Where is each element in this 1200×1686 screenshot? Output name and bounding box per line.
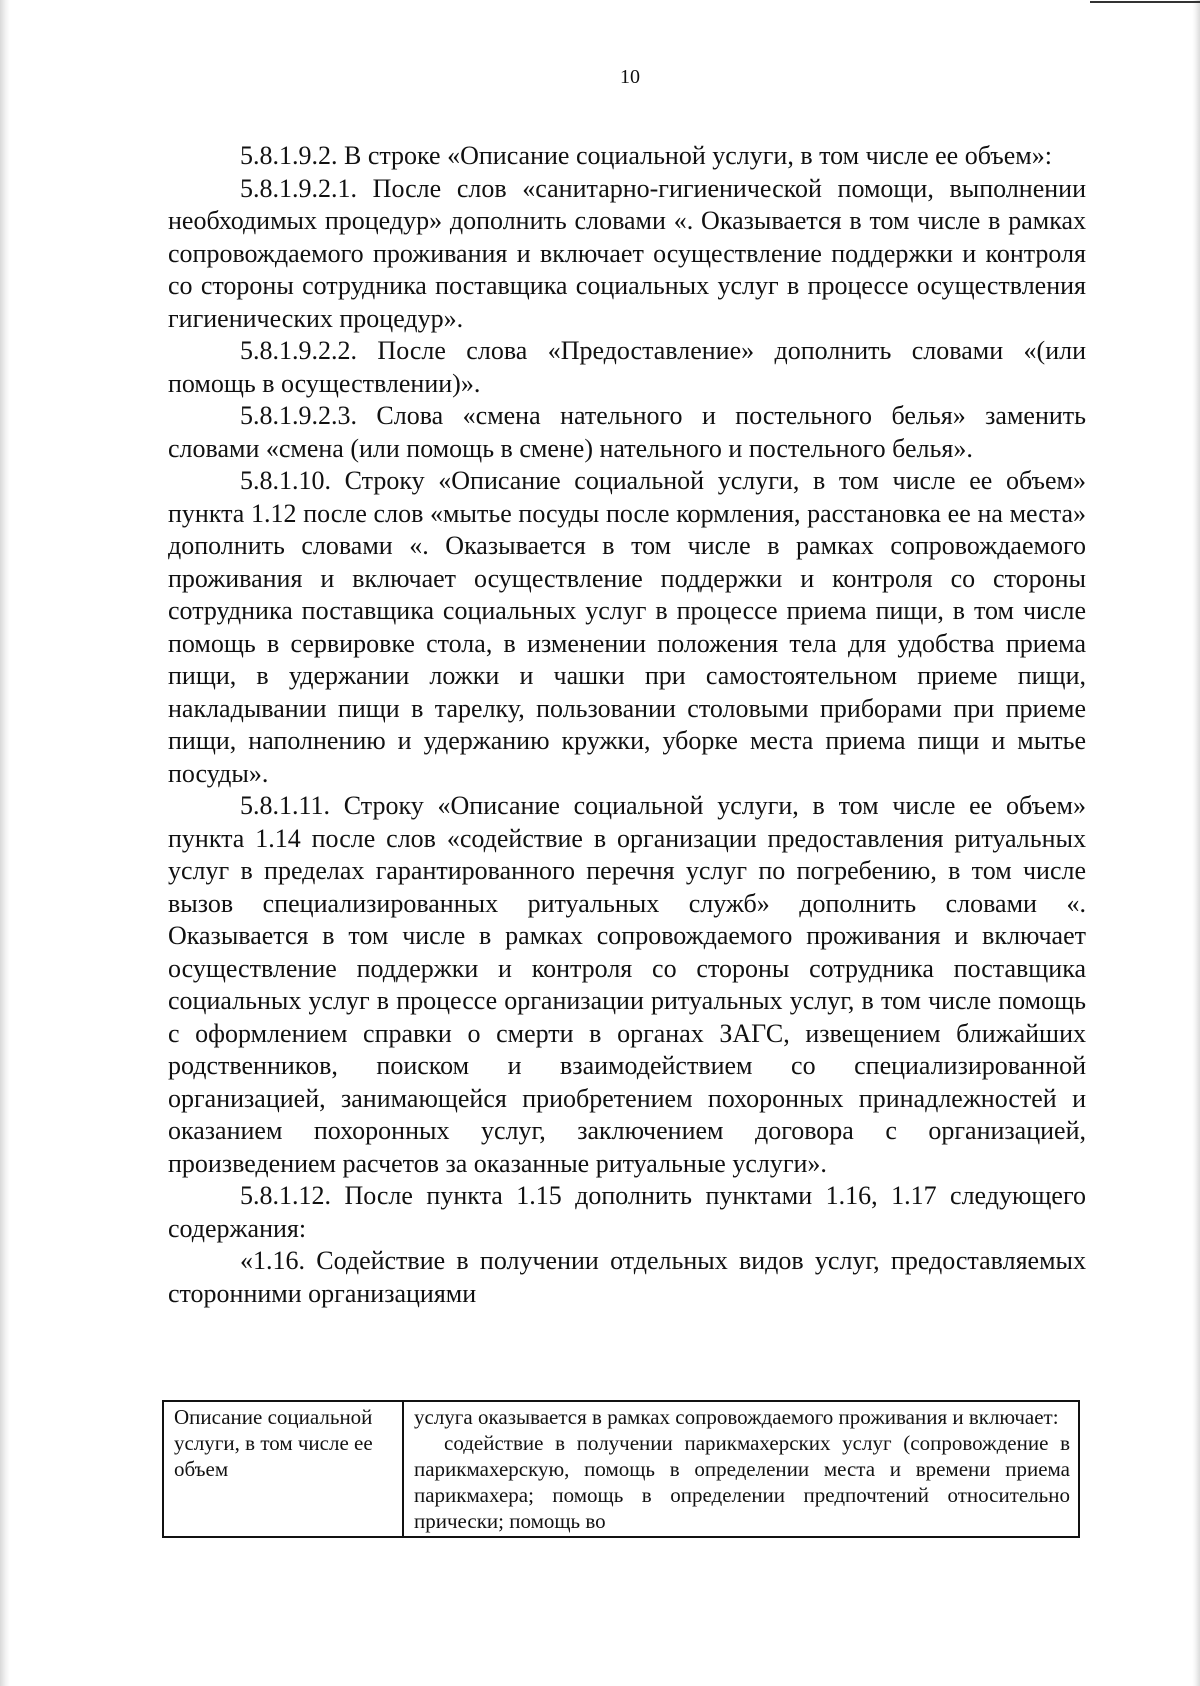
scan-edge-right bbox=[1192, 0, 1200, 1686]
paragraph: 5.8.1.9.2.3. Слова «смена нательного и постельного белья» заменить словами «смена (или помощь в смене) нательного и постельного белья». bbox=[168, 401, 1086, 463]
page-number: 10 bbox=[620, 66, 640, 88]
table-label-cell: Описание социальной услуги, в том числе ее объем bbox=[163, 1401, 403, 1537]
scan-edge-left bbox=[0, 0, 10, 1686]
paragraph: 5.8.1.9.2. В строке «Описание социальной услуги, в том числе ее объем»: bbox=[240, 141, 1052, 170]
table-item: содействие в получении парикмахерских услуг (сопровождение в парикмахерскую, помощь в определении места и времени приема парикмахера; помощь в определении предпочтений относительно прически; помощь во bbox=[414, 1431, 1070, 1533]
service-description-table bbox=[162, 1400, 1080, 1538]
table-intro: услуга оказывается в рамках сопровождаемого проживания и включает: bbox=[414, 1405, 1059, 1429]
top-rule bbox=[1090, 1, 1200, 3]
paragraph: 5.8.1.9.2.1. После слов «санитарно-гигиенической помощи, выполнении необходимых процедур» дополнить словами «. Оказывается в том числе в рамках сопровождаемого проживания и включает осуществление поддержки и контроля со стороны сотрудника поставщика социальных услуг в процессе осуществления гигиенических процедур». bbox=[168, 173, 1086, 333]
table-content-cell bbox=[403, 1401, 1079, 1537]
paragraph: «1.16. Содействие в получении отдельных видов услуг, предоставляемых сторонними организациями bbox=[168, 1246, 1086, 1308]
paragraph: 5.8.1.10. Строку «Описание социальной услуги, в том числе ее объем» пункта 1.12 после слов «мытье посуды после кормления, расстановка ее на места» дополнить словами «. Оказывается в том числе в рамках сопровождаемого проживания и включает осуществление поддержки и контроля со стороны сотрудника поставщика социальных услуг в процессе приема пищи, в том числе помощь в сервировке стола, в изменении положения тела для удобства приема пищи, в удержании ложки и чашки при самостоятельном приеме пищи, накладывании пищи в тарелку, пользовании столовыми приборами при приеме пищи, наполнению и удержанию кружки, уборке места приема пищи и мытье посуды». bbox=[168, 466, 1086, 788]
paragraph: 5.8.1.9.2.2. После слова «Предоставление» дополнить словами «(или помощь в осуществлении)». bbox=[168, 336, 1086, 398]
table-row bbox=[163, 1401, 1079, 1537]
paragraph: 5.8.1.11. Строку «Описание социальной услуги, в том числе ее объем» пункта 1.14 после слов «содействие в организации предоставления ритуальных услуг в пределах гарантированного перечня услуг по погребению, в том числе вызов специализированных ритуальных служб» дополнить словами «. Оказывается в том числе в рамках сопровождаемого проживания и включает осуществление поддержки и контроля со стороны сотрудника поставщика социальных услуг в процессе организации ритуальных услуг, в том числе помощь с оформлением справки о смерти в органах ЗАГС, извещением ближайших родственников, поиском и взаимодействием со специализированной организацией, занимающейся приобретением похоронных принадлежностей и оказанием похоронных услуг, заключением договора с организацией, произведением расчетов за оказанные ритуальные услуги». bbox=[168, 791, 1086, 1178]
paragraph: 5.8.1.12. После пункта 1.15 дополнить пунктами 1.16, 1.17 следующего содержания: bbox=[168, 1181, 1086, 1243]
document-body bbox=[168, 140, 1086, 1310]
